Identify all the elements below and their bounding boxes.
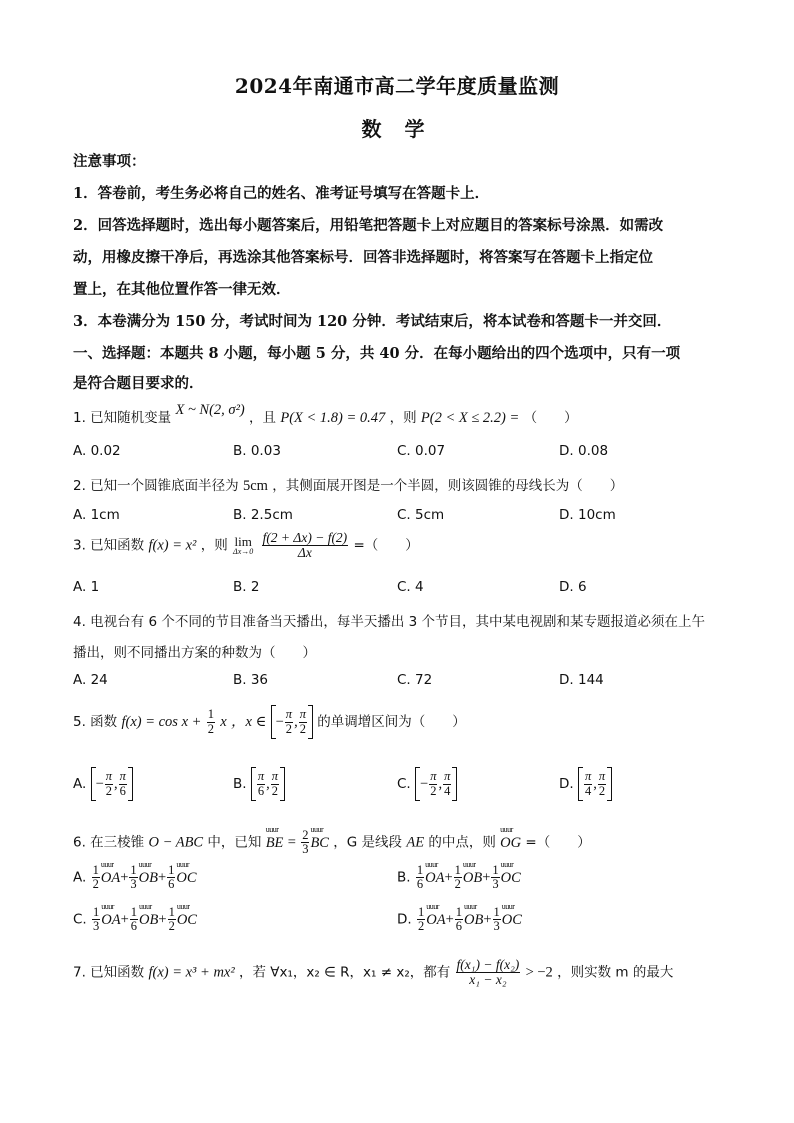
q6-c-c1-num: 1 xyxy=(93,905,100,919)
q1-option-c: C. 0.07 xyxy=(397,443,446,459)
vector-oc: uuur OC xyxy=(177,912,197,929)
q6-b-c2-den: 2 xyxy=(454,877,461,892)
q6-d-c3-den: 3 xyxy=(493,919,500,934)
notice-line-3: 动，用橡皮擦干净后，再选涂其他答案标号．回答非选择题时，将答案写在答题卡上指定位 xyxy=(73,249,653,266)
q3-option-a: A. 1 xyxy=(73,579,100,595)
q6-segment-ae: AE xyxy=(406,834,425,851)
q5-option-b-right-num: π xyxy=(271,769,279,784)
vector-oc: uuur OC xyxy=(176,870,196,887)
vector-ob: uuur OB xyxy=(463,870,482,887)
q2-radius: 5cm xyxy=(242,478,268,494)
q4-option-d: D. 144 xyxy=(559,672,604,688)
right-bracket xyxy=(128,767,133,801)
section-heading-line-1: 一、选择题：本题共 8 小题，每小题 5 分，共 40 分．在每小题给出的四个选项中，只有一项 xyxy=(73,345,681,362)
right-bracket xyxy=(452,767,457,801)
question-6: 6. 在三棱锥 O − ABC 中，已知 uuur BE = $\frac{2}{3}$ uuur BC ，G 是线段 AE 的中点，则 uuur OG =（ ） xyxy=(73,829,591,856)
q6-d-c1-num: 1 xyxy=(417,905,425,919)
q6-b-c3-den: 3 xyxy=(492,877,499,892)
left-bracket xyxy=(251,767,256,801)
subject-title: 数 学 xyxy=(361,117,433,141)
vector-ob: uuur OB xyxy=(464,912,483,929)
q5-option-c-label: C. xyxy=(397,776,411,792)
vector-ob: uuur OB xyxy=(139,912,158,929)
q6-option-a: A. $\frac{1}{2}$ uuur OA+ $\frac{1}{3}$ uuur OB+ $\frac{1}{6}$ uuur OC xyxy=(73,864,197,891)
q6-a-c2-num: 1 xyxy=(130,863,137,877)
q6-option-d-label: D. xyxy=(397,911,412,928)
q2-option-b: B. 2.5cm xyxy=(233,507,293,523)
q5-interval-right-num: π xyxy=(299,707,306,722)
q5-option-b-left-den: 6 xyxy=(257,783,265,798)
q3-limit xyxy=(233,535,253,557)
q3-function: f(x) = x² xyxy=(148,537,197,554)
q5-option-d-left-num: π xyxy=(584,769,592,784)
q6-option-c-label: C. xyxy=(73,911,87,928)
q5-interval-right-den: 2 xyxy=(299,721,306,736)
notice-line-1: 1．答卷前，考生务必将自己的姓名、准考证号填写在答题卡上． xyxy=(73,185,490,202)
page-title: 2024年南通市高二学年度质量监测 xyxy=(234,74,560,98)
q6-c-c3-num: 1 xyxy=(168,905,175,919)
q6-option-b-label: B. xyxy=(397,869,411,886)
q4-option-b: B. 36 xyxy=(233,672,269,688)
q3-lim-label: lim xyxy=(234,533,252,549)
q5-option-a-sign: − xyxy=(95,776,104,792)
q6-coef-den: 3 xyxy=(302,842,309,857)
notice-line-4: 置上，在其他位置作答一律无效． xyxy=(73,281,291,298)
q7-numerator: f(x₁) − f(x₂) xyxy=(456,957,520,972)
q5-option-d: D. $\frac{\pi}{4}$ , $\frac{\pi}{2}$ xyxy=(559,767,612,801)
q3-denominator: Δx xyxy=(297,545,312,561)
q5-option-c-sign: − xyxy=(420,776,429,792)
q5-function-b: x xyxy=(220,714,227,730)
q5-option-a: A. − $\frac{\pi}{2}$ , $\frac{\pi}{6}$ xyxy=(73,767,133,801)
q6-vector-be: uuur BE xyxy=(266,835,284,852)
q5-interval-left xyxy=(285,708,293,735)
q5-option-b-label: B. xyxy=(233,776,247,792)
q6-c-c2-num: 1 xyxy=(130,905,138,919)
q6-d-c3-num: 1 xyxy=(493,905,500,919)
vector-oa: uuur OA xyxy=(426,912,445,929)
q6-a-c3-num: 1 xyxy=(168,863,175,877)
question-2 xyxy=(73,474,623,495)
q3-difference-quotient xyxy=(262,531,349,560)
q1-option-d: D. 0.08 xyxy=(559,443,609,459)
q6-coefficient xyxy=(301,829,309,856)
q6-b-c1-den: 6 xyxy=(416,877,424,892)
q1-option-a: A. 0.02 xyxy=(73,443,121,459)
q6-option-c: C. $\frac{1}{3}$ uuur OA+ $\frac{1}{6}$ uuur OB+ $\frac{1}{2}$ uuur OC xyxy=(73,906,197,933)
q6-a-c1-den: 2 xyxy=(92,877,99,892)
right-bracket xyxy=(607,767,612,801)
q5-interval-right xyxy=(299,708,307,735)
q2-text-b: ，其侧面展开图是一个半圆，则该圆锥的母线长为（ ） xyxy=(272,478,624,494)
q3-option-d: D. 6 xyxy=(559,579,587,595)
q6-c-c2-den: 6 xyxy=(130,919,138,934)
q5-function-a: f(x) = cos x + xyxy=(121,714,202,730)
q6-option-a-label: A. xyxy=(73,869,87,886)
q5-option-d-right-den: 2 xyxy=(598,783,606,798)
q4-option-a: A. 24 xyxy=(73,672,108,688)
q6-coef-num: 2 xyxy=(302,828,309,842)
q5-half xyxy=(207,708,215,735)
q6-b-c3-num: 1 xyxy=(492,863,499,877)
q6-tail: =（ ） xyxy=(525,834,591,851)
q6-vector-bc: uuur BC xyxy=(310,835,329,852)
q1-mid: ，且 xyxy=(249,410,277,426)
q1-option-b: B. 0.03 xyxy=(233,443,281,459)
q1-prefix: 1. 已知随机变量 xyxy=(73,410,172,426)
q3-mid: ，则 xyxy=(200,537,228,554)
left-bracket xyxy=(578,767,583,801)
question-1 xyxy=(73,402,578,427)
vector-oc: uuur OC xyxy=(501,870,521,887)
q6-a-c1-num: 1 xyxy=(92,863,99,877)
notice-heading: 注意事项： xyxy=(73,153,146,170)
q5-option-a-left-den: 2 xyxy=(105,783,113,798)
q7-comparison: > −2 xyxy=(525,964,553,981)
q1-distribution: X ~ N(2, σ²) xyxy=(175,402,245,418)
notice-line-5: 3．本卷满分为 150 分，考试时间为 120 分钟．考试结束后，将本试卷和答题卡一并交回． xyxy=(73,313,672,330)
q5-option-a-left-num: π xyxy=(105,769,113,784)
q3-lim-subscript: Δx→0 xyxy=(233,547,254,557)
q3-numerator: f(2 + Δx) − f(2) xyxy=(262,530,348,545)
question-4-line-1: 4. 电视台有 6 个不同的节目准备当天播出，每半天播出 3 个节目，其中某电视剧和某专题报道必须在上午 xyxy=(73,614,706,630)
q1-prob-2: P(2 < X ≤ 2.2) = xyxy=(420,410,520,426)
q7-mid: ，若 ∀x₁，x₂ ∈ R，x₁ ≠ x₂，都有 xyxy=(239,964,451,981)
q6-c-c3-den: 2 xyxy=(168,919,175,934)
q6-mid: 中，已知 xyxy=(207,834,262,851)
q3-tail: =（ ） xyxy=(353,537,419,554)
q5-option-d-left-den: 4 xyxy=(584,783,592,798)
q6-d-c2-den: 6 xyxy=(455,919,463,934)
q6-b-c1-num: 1 xyxy=(416,863,424,877)
vector-oc: uuur OC xyxy=(502,912,522,929)
q6-g2: 的中点，则 xyxy=(428,834,496,851)
q3-prefix: 3. 已知函数 xyxy=(73,537,145,554)
question-5: 5. 函数 f(x) = cos x + $\frac{1}{2}$ x ，x ∈ − $\frac{\pi}{2}$ , $\frac{\pi}{2}$ 的单调增区间为（ ） xyxy=(73,705,466,739)
q5-half-den: 2 xyxy=(207,721,214,736)
q2-option-d: D. 10cm xyxy=(559,507,616,523)
q6-c-c1-den: 3 xyxy=(93,919,100,934)
q6-option-b: B. $\frac{1}{6}$ uuur OA+ $\frac{1}{2}$ uuur OB+ $\frac{1}{3}$ uuur OC xyxy=(397,864,521,891)
q5-option-c: C. − $\frac{\pi}{2}$ , $\frac{\pi}{4}$ xyxy=(397,767,457,801)
q3-option-c: C. 4 xyxy=(397,579,424,595)
q6-option-d: D. $\frac{1}{2}$ uuur OA+ $\frac{1}{6}$ uuur OB+ $\frac{1}{3}$ uuur OC xyxy=(397,906,522,933)
q5-prefix: 5. 函数 xyxy=(73,714,118,730)
q7-difference-quotient xyxy=(456,958,521,987)
section-heading-line-2: 是符合题目要求的． xyxy=(73,375,204,392)
q7-prefix: 7. 已知函数 xyxy=(73,964,145,981)
q6-a-c2-den: 3 xyxy=(130,877,137,892)
q5-option-b-right-den: 2 xyxy=(271,783,278,798)
q1-prob-1: P(X < 1.8) = 0.47 xyxy=(280,410,386,426)
q6-vector-og: uuur OG xyxy=(500,835,521,852)
q1-mid-2: ，则 xyxy=(389,410,417,426)
q5-option-c-right-num: π xyxy=(444,769,451,784)
vector-oa: uuur OA xyxy=(101,912,120,929)
q5-option-c-left-den: 2 xyxy=(430,783,437,798)
q6-a-c3-den: 6 xyxy=(168,877,175,892)
q7-tail: ，则实数 m 的最大 xyxy=(557,964,674,981)
q5-domain: ，x ∈ xyxy=(231,714,267,730)
q7-denominator: x₁ − x₂ xyxy=(469,972,507,988)
q5-option-d-right-num: π xyxy=(598,769,606,784)
q2-option-c: C. 5cm xyxy=(397,507,445,523)
q6-solid: O − ABC xyxy=(148,834,204,851)
q5-option-b: B. $\frac{\pi}{6}$ , $\frac{\pi}{2}$ xyxy=(233,767,285,801)
q6-d-c2-num: 1 xyxy=(455,905,463,919)
q5-tail: 的单调增区间为（ ） xyxy=(317,714,466,730)
q2-option-a: A. 1cm xyxy=(73,507,120,523)
right-bracket xyxy=(280,767,285,801)
q5-interval-left-num: π xyxy=(285,707,293,722)
q2-text-a: 2. 已知一个圆锥底面半径为 xyxy=(73,478,239,494)
q6-b-c2-num: 1 xyxy=(454,863,461,877)
q5-option-c-left-num: π xyxy=(430,769,437,784)
q6-d-c1-den: 2 xyxy=(417,919,425,934)
q1-paren: （ ） xyxy=(523,410,578,426)
question-4-line-2: 播出，则不同播出方案的种数为（ ） xyxy=(73,645,316,661)
q6-g: ，G 是线段 xyxy=(333,834,403,851)
q3-option-b: B. 2 xyxy=(233,579,260,595)
question-3 xyxy=(73,531,419,560)
vector-oa: uuur OA xyxy=(425,870,444,887)
vector-ob: uuur OB xyxy=(139,870,158,887)
q5-option-a-right-num: π xyxy=(119,769,126,784)
q7-function: f(x) = x³ + mx² xyxy=(148,964,235,981)
q5-option-a-right-den: 6 xyxy=(119,783,126,798)
vector-oa: uuur OA xyxy=(101,870,120,887)
q5-half-num: 1 xyxy=(207,707,214,722)
q5-option-d-label: D. xyxy=(559,776,574,792)
q4-option-c: C. 72 xyxy=(397,672,433,688)
q5-option-c-right-den: 4 xyxy=(444,783,451,798)
notice-line-2: 2．回答选择题时，选出每小题答案后，用铅笔把答题卡上对应题目的答案标号涂黑．如需改 xyxy=(73,217,664,234)
q5-option-b-left-num: π xyxy=(257,769,265,784)
q5-option-a-label: A. xyxy=(73,776,87,792)
q6-prefix: 6. 在三棱锥 xyxy=(73,834,145,851)
question-7 xyxy=(73,958,673,987)
q5-interval-left-den: 2 xyxy=(285,721,293,736)
right-bracket xyxy=(308,705,313,739)
